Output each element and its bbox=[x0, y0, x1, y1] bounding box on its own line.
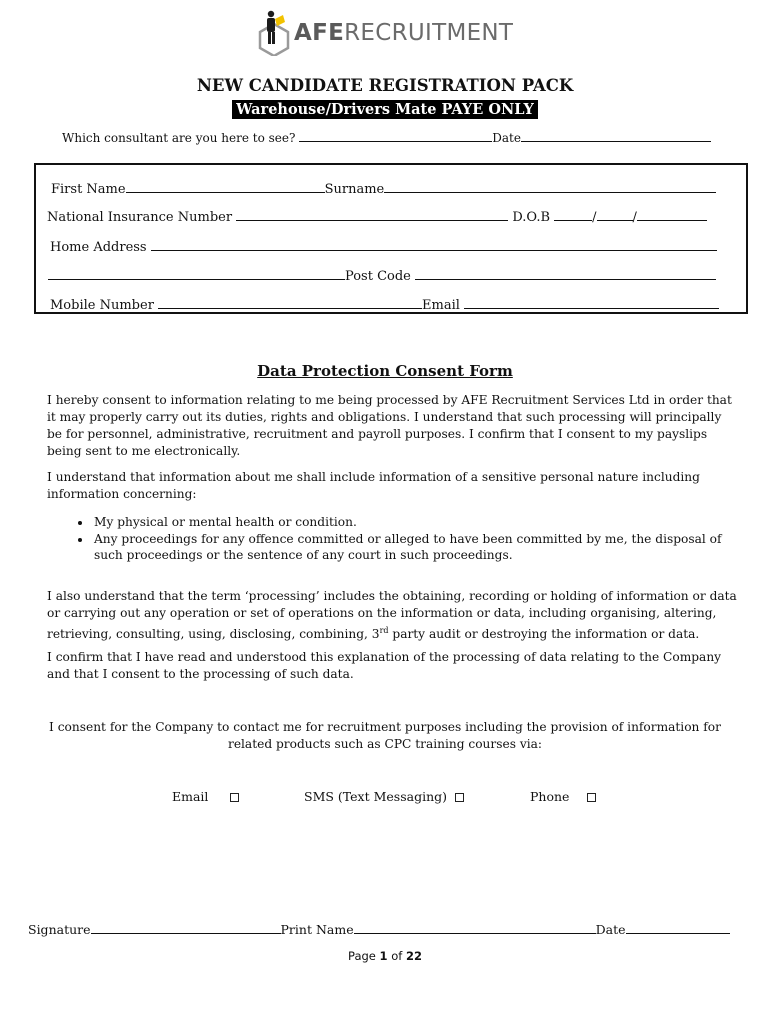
print-name-field[interactable] bbox=[354, 922, 596, 934]
consultant-date-field[interactable] bbox=[521, 130, 711, 142]
contact-option-email[interactable] bbox=[172, 789, 239, 804]
dob-slash: / bbox=[632, 210, 637, 225]
ni-row bbox=[47, 208, 707, 225]
surname-label: Surname bbox=[324, 182, 385, 197]
contact-consent-text bbox=[40, 719, 730, 753]
signature-date-field[interactable] bbox=[626, 922, 730, 934]
dob-year-field[interactable] bbox=[637, 208, 707, 221]
post-code-field[interactable] bbox=[415, 267, 716, 280]
consultant-field[interactable] bbox=[299, 130, 492, 142]
consent-p2-text: I understand that information about me shall include information of a sensitive personal nature including information concerning: bbox=[47, 470, 700, 501]
mobile-field[interactable] bbox=[158, 296, 422, 309]
consent-paragraph-1 bbox=[47, 392, 737, 460]
address-line2-field[interactable] bbox=[48, 267, 345, 280]
personal-details-box bbox=[34, 163, 748, 314]
signature-row bbox=[28, 922, 730, 937]
ni-field[interactable] bbox=[236, 208, 508, 221]
email-checkbox[interactable] bbox=[230, 793, 239, 802]
contact-option-sms[interactable] bbox=[304, 789, 464, 804]
page-title: NEW CANDIDATE REGISTRATION PACK bbox=[196, 76, 574, 95]
contact-option-phone[interactable] bbox=[530, 789, 596, 804]
name-row bbox=[51, 180, 716, 197]
of-word: of bbox=[391, 949, 403, 963]
postcode-row bbox=[48, 267, 716, 284]
ni-label: National Insurance Number bbox=[47, 210, 233, 225]
email-field[interactable] bbox=[464, 296, 719, 309]
email-option-label: Email bbox=[172, 789, 209, 804]
home-address-label: Home Address bbox=[50, 240, 147, 255]
dob-month-field[interactable] bbox=[597, 208, 633, 221]
page-word: Page bbox=[348, 949, 376, 963]
first-name-label: First Name bbox=[51, 182, 126, 197]
sms-checkbox[interactable] bbox=[455, 793, 464, 802]
consultant-date-label: Date bbox=[492, 131, 521, 145]
ordinal-suffix: rd bbox=[379, 626, 389, 635]
consent-p3-text: I also understand that the term ‘processing’ includes the obtaining, recording or holding of information or data or carrying out any operation or set of operations on the information or data, including organising, altering, retrieving, consulting, using, disclosing, combining, 3 bbox=[47, 589, 737, 642]
consultant-row bbox=[62, 130, 711, 145]
logo-figure-icon bbox=[256, 10, 292, 56]
dob-label: D.O.B bbox=[512, 210, 551, 225]
surname-field[interactable] bbox=[384, 180, 716, 193]
logo-brand-light: RECRUITMENT bbox=[344, 20, 514, 46]
email-label: Email bbox=[422, 298, 460, 313]
consent-paragraph-3 bbox=[47, 588, 737, 643]
phone-option-label: Phone bbox=[530, 789, 570, 804]
home-address-field[interactable] bbox=[151, 238, 717, 251]
consent-p3-text-end: party audit or destroying the information or data. bbox=[388, 627, 700, 642]
list-item: • My physical or mental health or condition. bbox=[92, 514, 742, 531]
company-logo bbox=[256, 10, 518, 56]
consent-p4-text: I confirm that I have read and understood this explanation of the processing of data relating to the Company and that I consent to the processing of such data. bbox=[47, 650, 722, 681]
contact-row bbox=[50, 296, 719, 313]
mobile-label: Mobile Number bbox=[50, 298, 154, 313]
address-row bbox=[50, 238, 717, 255]
post-code-label: Post Code bbox=[345, 269, 411, 284]
total-pages: 22 bbox=[405, 949, 422, 963]
consent-paragraph-4 bbox=[47, 649, 737, 683]
contact-consent-line-1: I consent for the Company to contact me for recruitment purposes including the provision of information for bbox=[49, 720, 721, 734]
dob-slash: / bbox=[592, 210, 597, 225]
first-name-field[interactable] bbox=[126, 180, 325, 193]
signature-field[interactable] bbox=[91, 922, 281, 934]
phone-checkbox[interactable] bbox=[587, 793, 596, 802]
print-name-label: Print Name bbox=[280, 922, 354, 937]
list-item: • Any proceedings for any offence committed or alleged to have been committed by me, the disposal of such proceedings or the sentence of any court in such proceedings. bbox=[92, 531, 742, 564]
page-number bbox=[0, 949, 770, 963]
consent-heading: Data Protection Consent Form bbox=[257, 362, 513, 380]
consultant-question: Which consultant are you here to see? bbox=[62, 131, 296, 145]
current-page: 1 bbox=[379, 949, 388, 963]
consent-p1-text: I hereby consent to information relating to me being processed by AFE Recruitment Services Ltd in order that it may properly carry out its duties, rights and obligations. I understand that such processing will principally be for personnel, administrative, recruitment and payroll purposes. I confirm that I consent to my payslips being sent to me electronically. bbox=[47, 393, 732, 458]
signature-date-label: Date bbox=[595, 922, 626, 937]
logo-brand-bold: AFE bbox=[294, 20, 345, 46]
consent-paragraph-2 bbox=[47, 469, 737, 503]
sensitive-info-list bbox=[70, 514, 742, 564]
dob-day-field[interactable] bbox=[554, 208, 592, 221]
contact-consent-line-2: related products such as CPC training courses via: bbox=[228, 737, 542, 751]
signature-label: Signature bbox=[28, 922, 91, 937]
sms-option-label: SMS (Text Messaging) bbox=[304, 789, 447, 804]
page-subtitle: Warehouse/Drivers Mate PAYE ONLY bbox=[232, 100, 538, 119]
